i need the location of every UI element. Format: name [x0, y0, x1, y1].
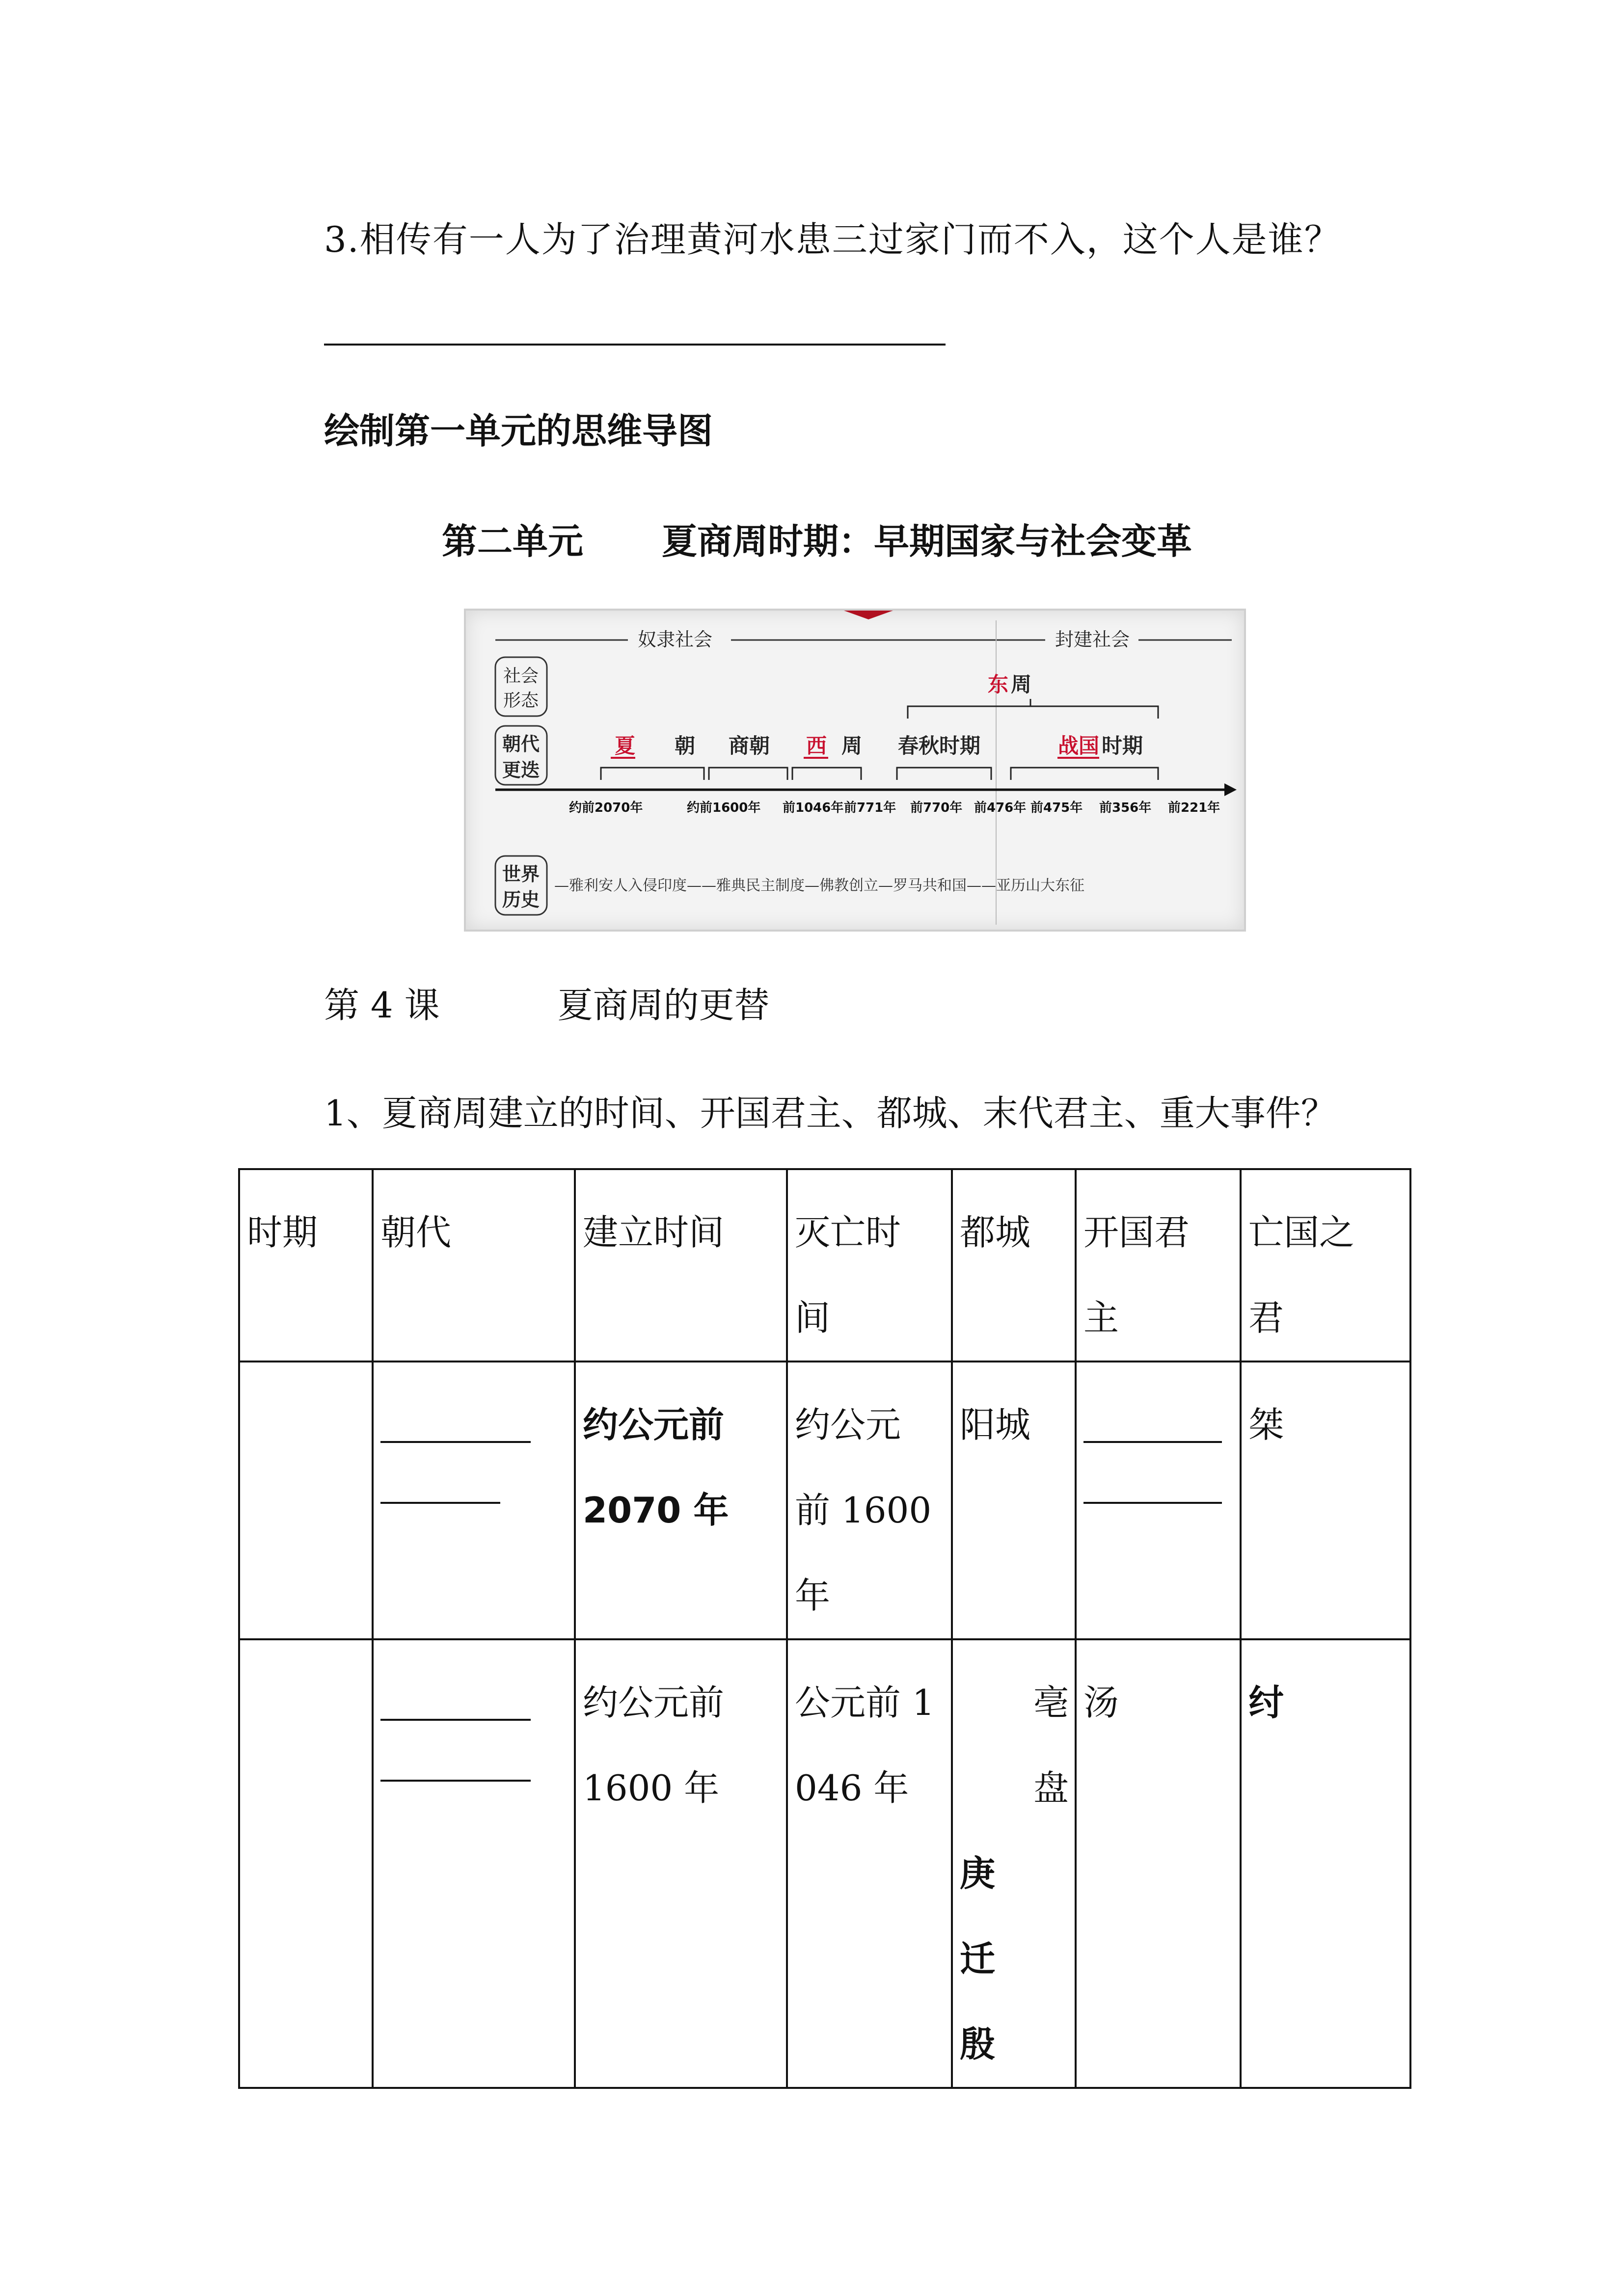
- slave-label: 奴隶社会: [638, 629, 713, 650]
- answer-line[interactable]: [324, 344, 946, 346]
- xia-dynasty-cell: [373, 1362, 575, 1639]
- east-zhou-bracket: [908, 706, 1158, 719]
- shang-dynasty-blank-1[interactable]: [380, 1660, 531, 1721]
- xia-last-ruler-cell: 桀: [1241, 1362, 1410, 1639]
- timeline-image: [464, 609, 1246, 932]
- header-fall: [787, 1169, 952, 1362]
- date-356: 前356年: [1099, 801, 1152, 815]
- header-fall-1: 灭亡时: [795, 1212, 901, 1253]
- form-label-1: 社会: [503, 666, 539, 686]
- xia-fall-2: 前 1600: [795, 1490, 932, 1531]
- shang-fall-2: 046 年: [795, 1767, 909, 1809]
- header-fall-2: 间: [795, 1297, 831, 1338]
- shang-bracket: [709, 768, 787, 780]
- feudal-label: 封建社会: [1055, 629, 1130, 650]
- lesson-number: 第 4 课: [324, 985, 440, 1026]
- question-3: 3.相传有一人为了治理黄河水患三过家门而不入，这个人是谁？: [324, 219, 1341, 260]
- shang-established-cell: [575, 1639, 787, 2088]
- west-zhou-red: 西: [806, 734, 827, 758]
- world-label-2: 历史: [502, 889, 540, 910]
- date-2070: 约前2070年: [569, 801, 643, 815]
- world-history-text: —雅利安人入侵印度——雅典民主制度—佛教创立—罗马共和国——亚历山大东征: [554, 877, 1084, 894]
- table-header-row: [239, 1169, 1410, 1362]
- xia-period-cell: [239, 1362, 373, 1639]
- shang-capital-cell: [952, 1639, 1076, 2088]
- table-row-xia: [239, 1362, 1410, 1639]
- shang-last-ruler-cell: 纣: [1241, 1639, 1410, 2088]
- header-founder-2: 主: [1083, 1297, 1119, 1338]
- header-last-ruler-1: 亡国之: [1248, 1212, 1355, 1253]
- east-zhou-rest: 周: [1011, 672, 1032, 696]
- dynasty-table: [238, 1168, 1411, 2089]
- xia-established-1: 约公元前: [583, 1404, 725, 1445]
- chunqiu-label: 春秋时期: [898, 734, 981, 758]
- chunqiu-bracket: [897, 768, 991, 780]
- header-established: 建立时间: [575, 1169, 787, 1362]
- date-1600: 约前1600年: [687, 801, 761, 815]
- xia-founder-blank-2[interactable]: [1083, 1443, 1222, 1504]
- header-founder: [1076, 1169, 1241, 1362]
- shang-capital-partial-1: 亳: [1033, 1682, 1069, 1723]
- shang-event-1: 庚: [960, 1853, 996, 1894]
- shang-period-cell: [239, 1639, 373, 2088]
- xia-founder-blank-1[interactable]: [1083, 1382, 1222, 1443]
- date-771: 前771年: [844, 801, 896, 815]
- timeline-arrow: [1224, 783, 1237, 796]
- header-capital: 都城: [952, 1169, 1076, 1362]
- unit-label: 第二单元: [442, 521, 584, 562]
- xia-rest: 朝: [675, 734, 696, 758]
- world-label-1: 世界: [502, 863, 540, 885]
- shang-event-3: 殷: [960, 2024, 996, 2065]
- xia-bracket: [601, 768, 704, 780]
- shang-fall-cell: [787, 1639, 952, 2088]
- header-founder-1: 开国君: [1083, 1212, 1190, 1253]
- header-period: 时期: [239, 1169, 373, 1362]
- xia-dynasty-blank-2[interactable]: [380, 1443, 500, 1504]
- unit-title: [442, 513, 1192, 564]
- xia-fall-3: 年: [795, 1575, 831, 1616]
- dynasty-label-1: 朝代: [502, 733, 540, 755]
- lesson-title: 夏商周的更替: [557, 985, 770, 1026]
- xia-founder-cell: [1076, 1362, 1241, 1639]
- east-zhou-red: 东: [987, 672, 1008, 696]
- west-zhou-rest: 周: [841, 734, 863, 758]
- xia-red: 夏: [614, 734, 635, 758]
- date-476: 前476年: [974, 801, 1027, 815]
- lesson-heading: [324, 977, 770, 1028]
- shang-label: 商朝: [729, 734, 770, 758]
- shang-capital-partial-2: 盘: [1033, 1767, 1069, 1809]
- xia-dynasty-blank-1[interactable]: [380, 1382, 531, 1443]
- timeline-diagram: [466, 611, 1244, 930]
- shang-event-2: 迁: [960, 1938, 996, 1979]
- xia-fall-1: 约公元: [795, 1404, 901, 1445]
- warring-rest: 时期: [1102, 734, 1143, 758]
- shang-dynasty-cell: [373, 1639, 575, 2088]
- table-row-shang: [239, 1639, 1410, 2088]
- shang-established-2: 1600 年: [583, 1767, 720, 1809]
- date-770: 前770年: [910, 801, 963, 815]
- xia-established-cell: [575, 1362, 787, 1639]
- mindmap-heading: 绘制第一单元的思维导图: [324, 410, 713, 452]
- xia-capital-cell: 阳城: [952, 1362, 1076, 1639]
- question-1: 1、夏商周建立的时间、开国君主、都城、末代君主、重大事件？: [324, 1093, 1336, 1134]
- shang-fall-1: 公元前 1: [795, 1682, 935, 1723]
- dynasty-label-2: 更迭: [502, 759, 540, 781]
- red-banner: [844, 611, 893, 619]
- warring-bracket: [1011, 768, 1158, 780]
- header-last-ruler-2: 君: [1248, 1297, 1284, 1338]
- date-221: 前221年: [1168, 801, 1220, 815]
- shang-dynasty-blank-2[interactable]: [380, 1721, 531, 1782]
- header-dynasty: 朝代: [373, 1169, 575, 1362]
- west-zhou-bracket: [792, 768, 861, 780]
- form-label-2: 形态: [503, 691, 539, 711]
- unit-name: 夏商周时期：早期国家与社会变革: [662, 521, 1192, 562]
- shang-established-1: 约公元前: [583, 1682, 725, 1723]
- xia-fall-cell: [787, 1362, 952, 1639]
- header-last-ruler: [1241, 1169, 1410, 1362]
- date-1046: 前1046年: [783, 801, 844, 815]
- shang-founder-cell: 汤: [1076, 1639, 1241, 2088]
- date-475: 前475年: [1030, 801, 1083, 815]
- xia-established-2: 2070 年: [583, 1490, 729, 1531]
- warring-red: 战国: [1057, 734, 1099, 758]
